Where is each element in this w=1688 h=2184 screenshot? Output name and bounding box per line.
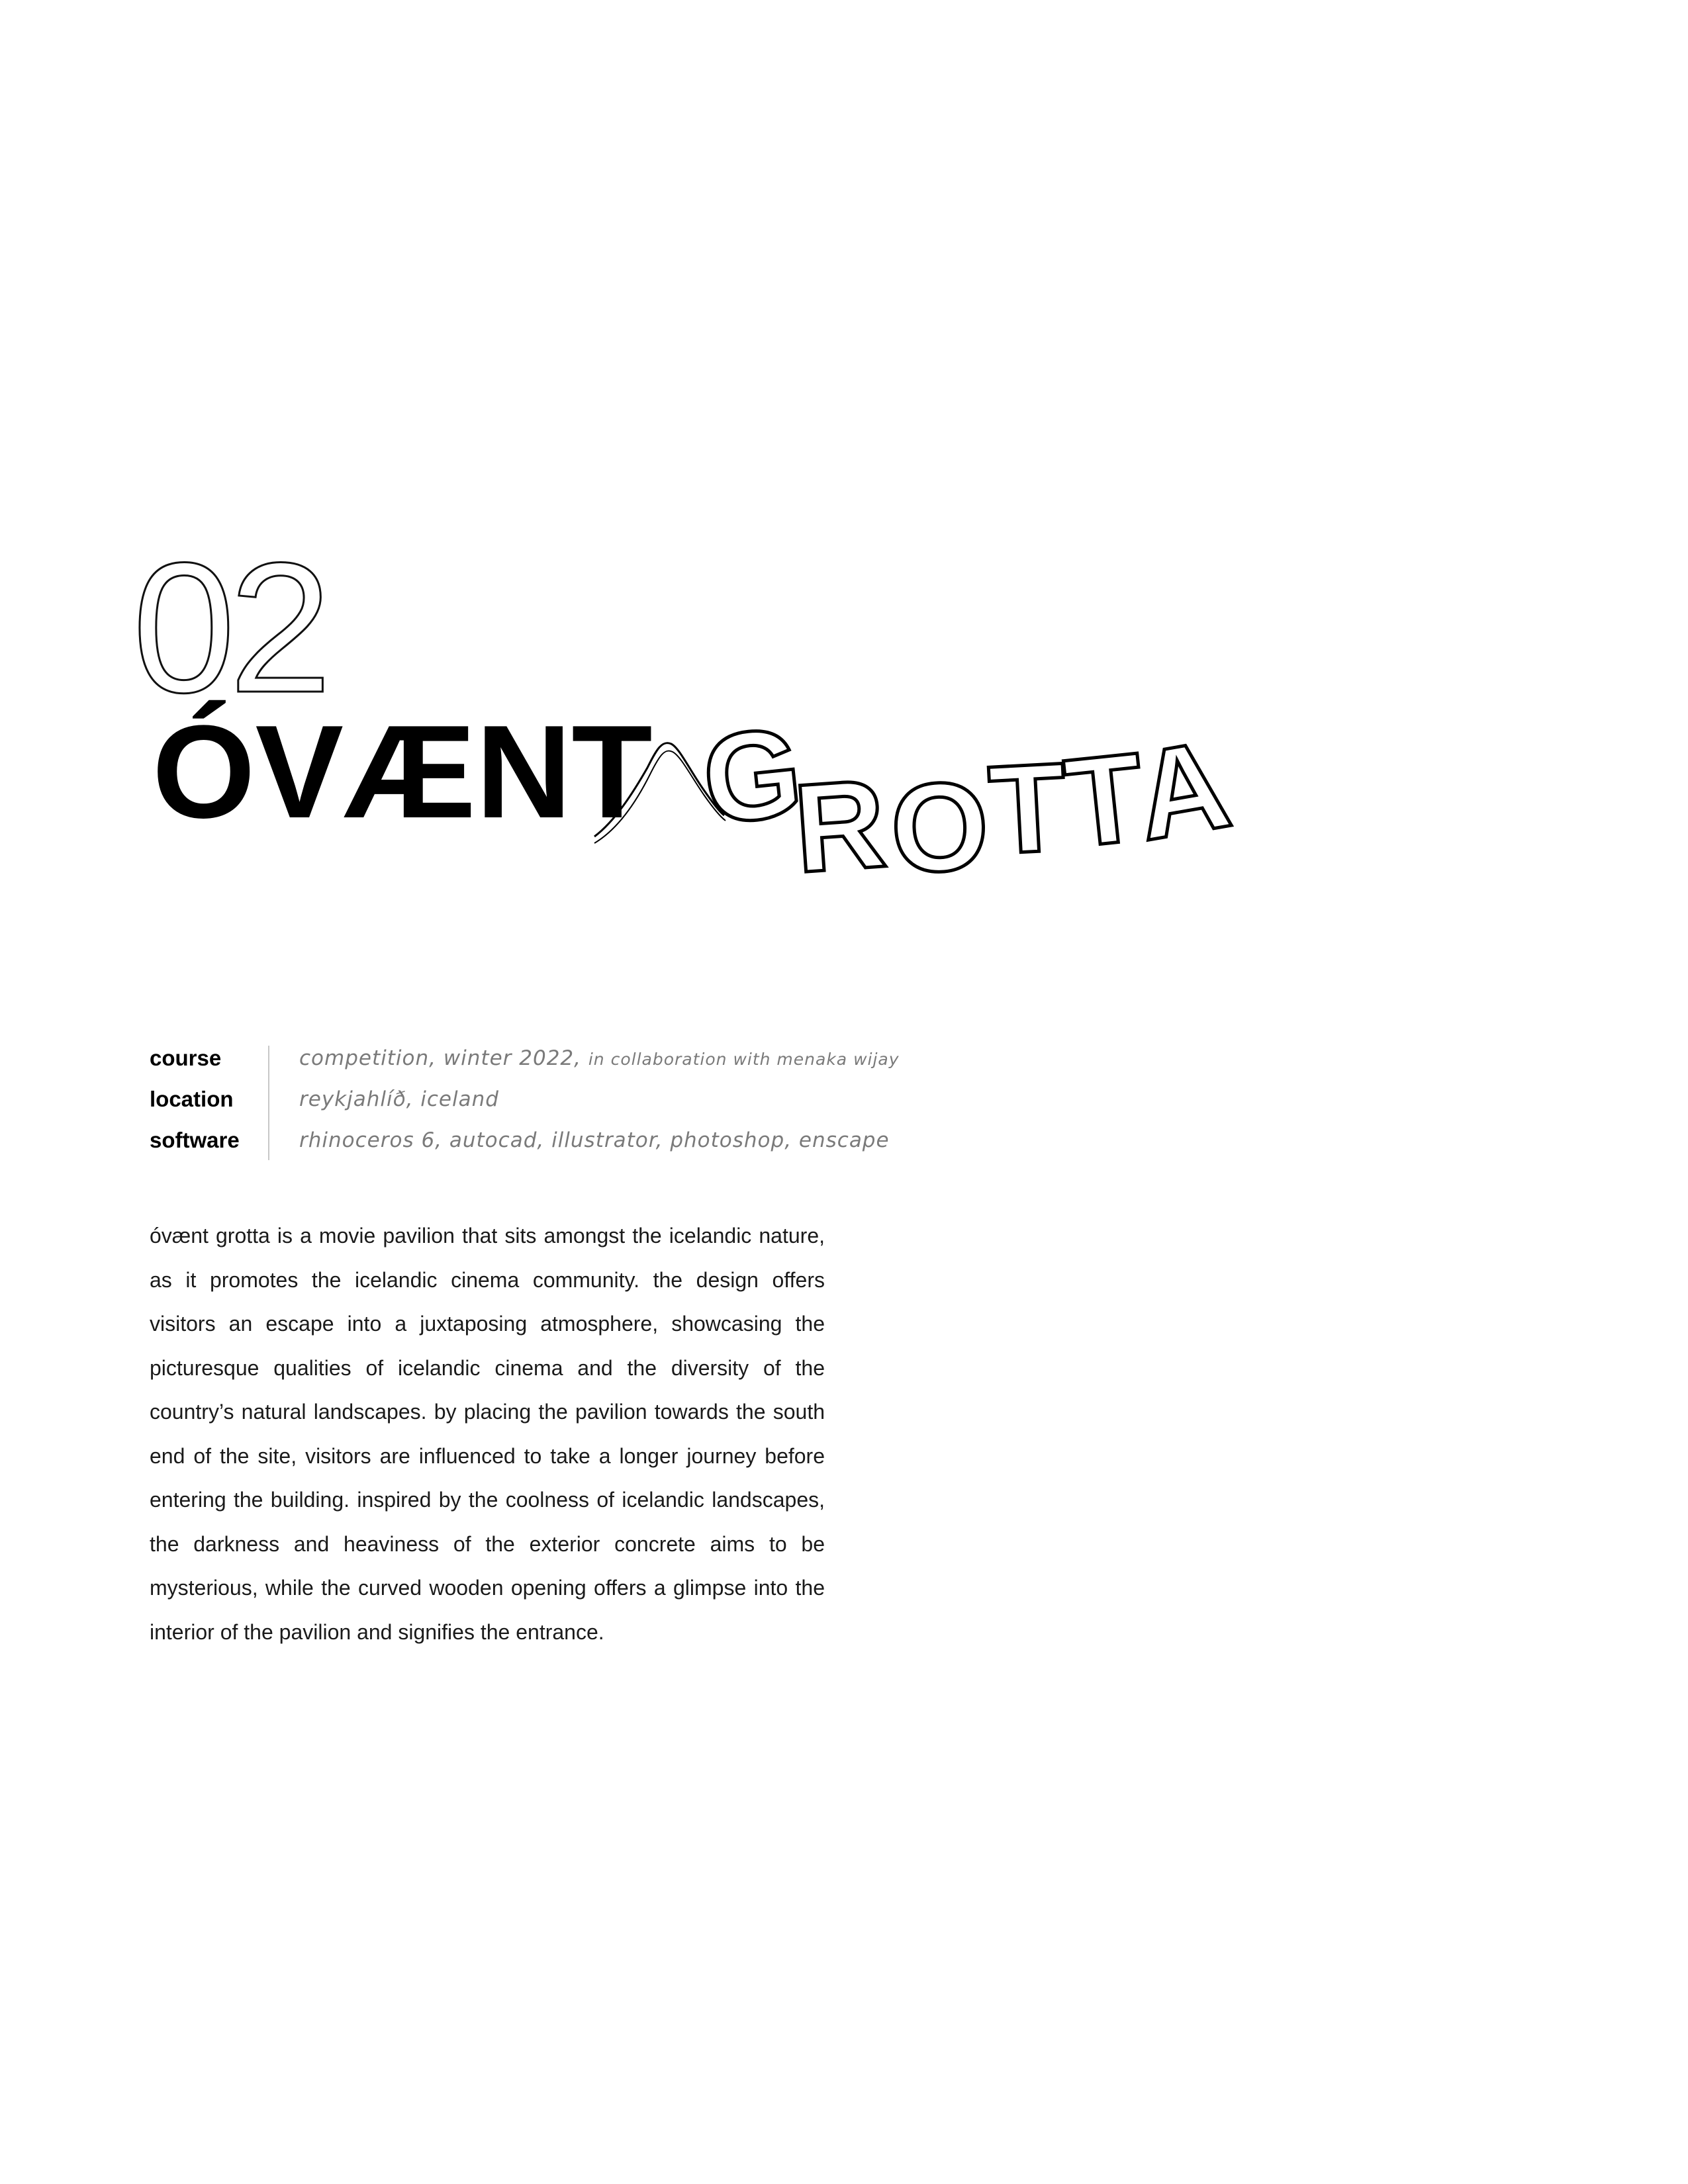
meta-divider <box>268 1046 269 1160</box>
meta-values <box>299 1038 900 1161</box>
title-word-solid: ÓVÆNT <box>152 698 653 846</box>
course-value-main: competition, winter 2022, <box>299 1046 588 1070</box>
title-letter: R <box>790 752 890 899</box>
meta-labels <box>150 1038 262 1161</box>
software-label: software <box>150 1128 240 1152</box>
location-label: location <box>150 1087 234 1111</box>
project-number-text: 02 <box>132 525 326 731</box>
project-number <box>132 525 397 731</box>
course-label: course <box>150 1046 222 1070</box>
title-letter: T <box>1059 726 1150 874</box>
location-value: reykjahlíð, iceland <box>299 1087 499 1111</box>
project-description: óvænt grotta is a movie pavilion that sits amongst the icelandic nature, as it promotes the icelandic cinema community. the design offers visitors an escape into a juxtaposing atmosphere, showcasing the picturesque qualities of icelandic cinema and the diversity of the country’s natural landscapes. by placing the pavilion towards the south end of the site, visitors are influenced to take a longer journey before entering the building. inspired by the coolness of icelandic landscapes, the darkness and heaviness of the exterior concrete aims to be mysterious, while the curved wooden opening offers a glimpse into the interior of the pavilion and signifies the entrance. <box>150 1224 825 1644</box>
title-word-outline <box>696 701 1239 899</box>
title-letter: A <box>1125 713 1240 868</box>
title-letter: O <box>888 755 992 899</box>
project-title <box>152 698 1244 907</box>
course-value <box>299 1038 900 1079</box>
software-value: rhinoceros 6, autocad, illustrator, photoshop, enscape <box>299 1128 890 1152</box>
title-letter: G <box>696 701 809 851</box>
course-value-collaboration: in collaboration with menaka wijay <box>588 1050 900 1069</box>
title-letter: T <box>986 737 1070 881</box>
